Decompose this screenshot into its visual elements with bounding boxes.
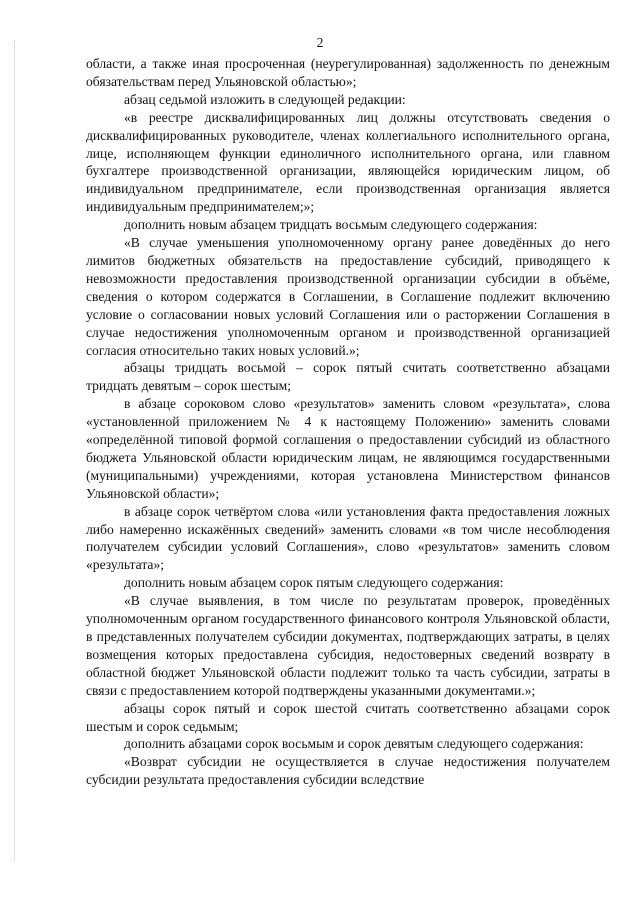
paragraph: дополнить новым абзацем тридцать восьмым следующего содержания: [124,217,538,233]
paragraph: в абзаце сорок четвёртом слова «или установления факта предоставления ложных либо намеренно искажённых сведений» заменить словами «в том числе несоблюдения получателем субсидии условий Соглашения», слово «результатов» заменить словом «результата»; [86,503,610,573]
paragraph: абзацы сорок пятый и сорок шестой считать соответственно абзацами сорок шестым и сорок седьмым; [86,700,610,734]
document-body [86,55,610,789]
scan-margin-marks [14,40,17,860]
paragraph: «Возврат субсидии не осуществляется в случае недостижения получателем субсидии результата предоставления субсидии вследствие [86,754,610,788]
paragraph: «В случае уменьшения уполномоченному органу ранее доведённых до него лимитов бюджетных обязательств на предоставление субсидий, приводящего к невозможности предоставления производственной организации субсидии в объёме, сведения о котором содержатся в Соглашении, в Соглашение подлежит включению условие о согласовании новых условий Соглашения или о расторжении Соглашения в случае недостижения уполномоченным органом и производственной организацией согласия относительно таких новых условий.»; [86,235,610,358]
paragraph: дополнить абзацами сорок восьмым и сорок девятым следующего содержания: [124,736,584,752]
paragraph: дополнить новым абзацем сорок пятым следующего содержания: [124,575,504,591]
paragraph: абзац седьмой изложить в следующей редакции: [124,91,406,107]
paragraph: абзацы тридцать восьмой – сорок пятый считать соответственно абзацами тридцать девятым – сорок шестым; [86,360,610,394]
paragraph: «в реестре дисквалифицированных лиц должны отсутствовать сведения о дисквалифицированных руководителе, членах коллегиального исполнительного органа, лице, исполняющем функции единоличного исполнительного органа, или главном бухгалтере производственной организации, являющейся юридическим лицом, об индивидуальном предпринимателе, если производственная организация является индивидуальным предпринимателем;»; [86,109,610,215]
paragraph: области, а также иная просроченная (неурегулированная) задолженность по денежным обязательствам перед Ульяновской областью»; [86,56,610,89]
paragraph: «В случае выявления, в том числе по результатам проверок, проведённых уполномоченным органом государственного финансового контроля Ульяновской области, в представленных получателем субсидии документах, подтверждающих затраты, в целях возмещения которых предоставлена субсидия, недостоверных сведений возврату в областной бюджет Ульяновской области подлежит только та часть субсидии, затраты в связи с предоставлением которой подтверждены указанными документами.»; [86,593,610,698]
paragraph: в абзаце сороковом слово «результатов» заменить словом «результата», слова «установленной приложением № 4 к настоящему Положению» заменить словами «определённой типовой формой соглашения о предоставлении субсидий из областного бюджета Ульяновской области юридическим лицам, не являющимся государственными (муниципальными) учреждениями, которая установлена Министерством финансов Ульяновской области»; [86,396,610,501]
page-number: 2 [316,35,324,50]
